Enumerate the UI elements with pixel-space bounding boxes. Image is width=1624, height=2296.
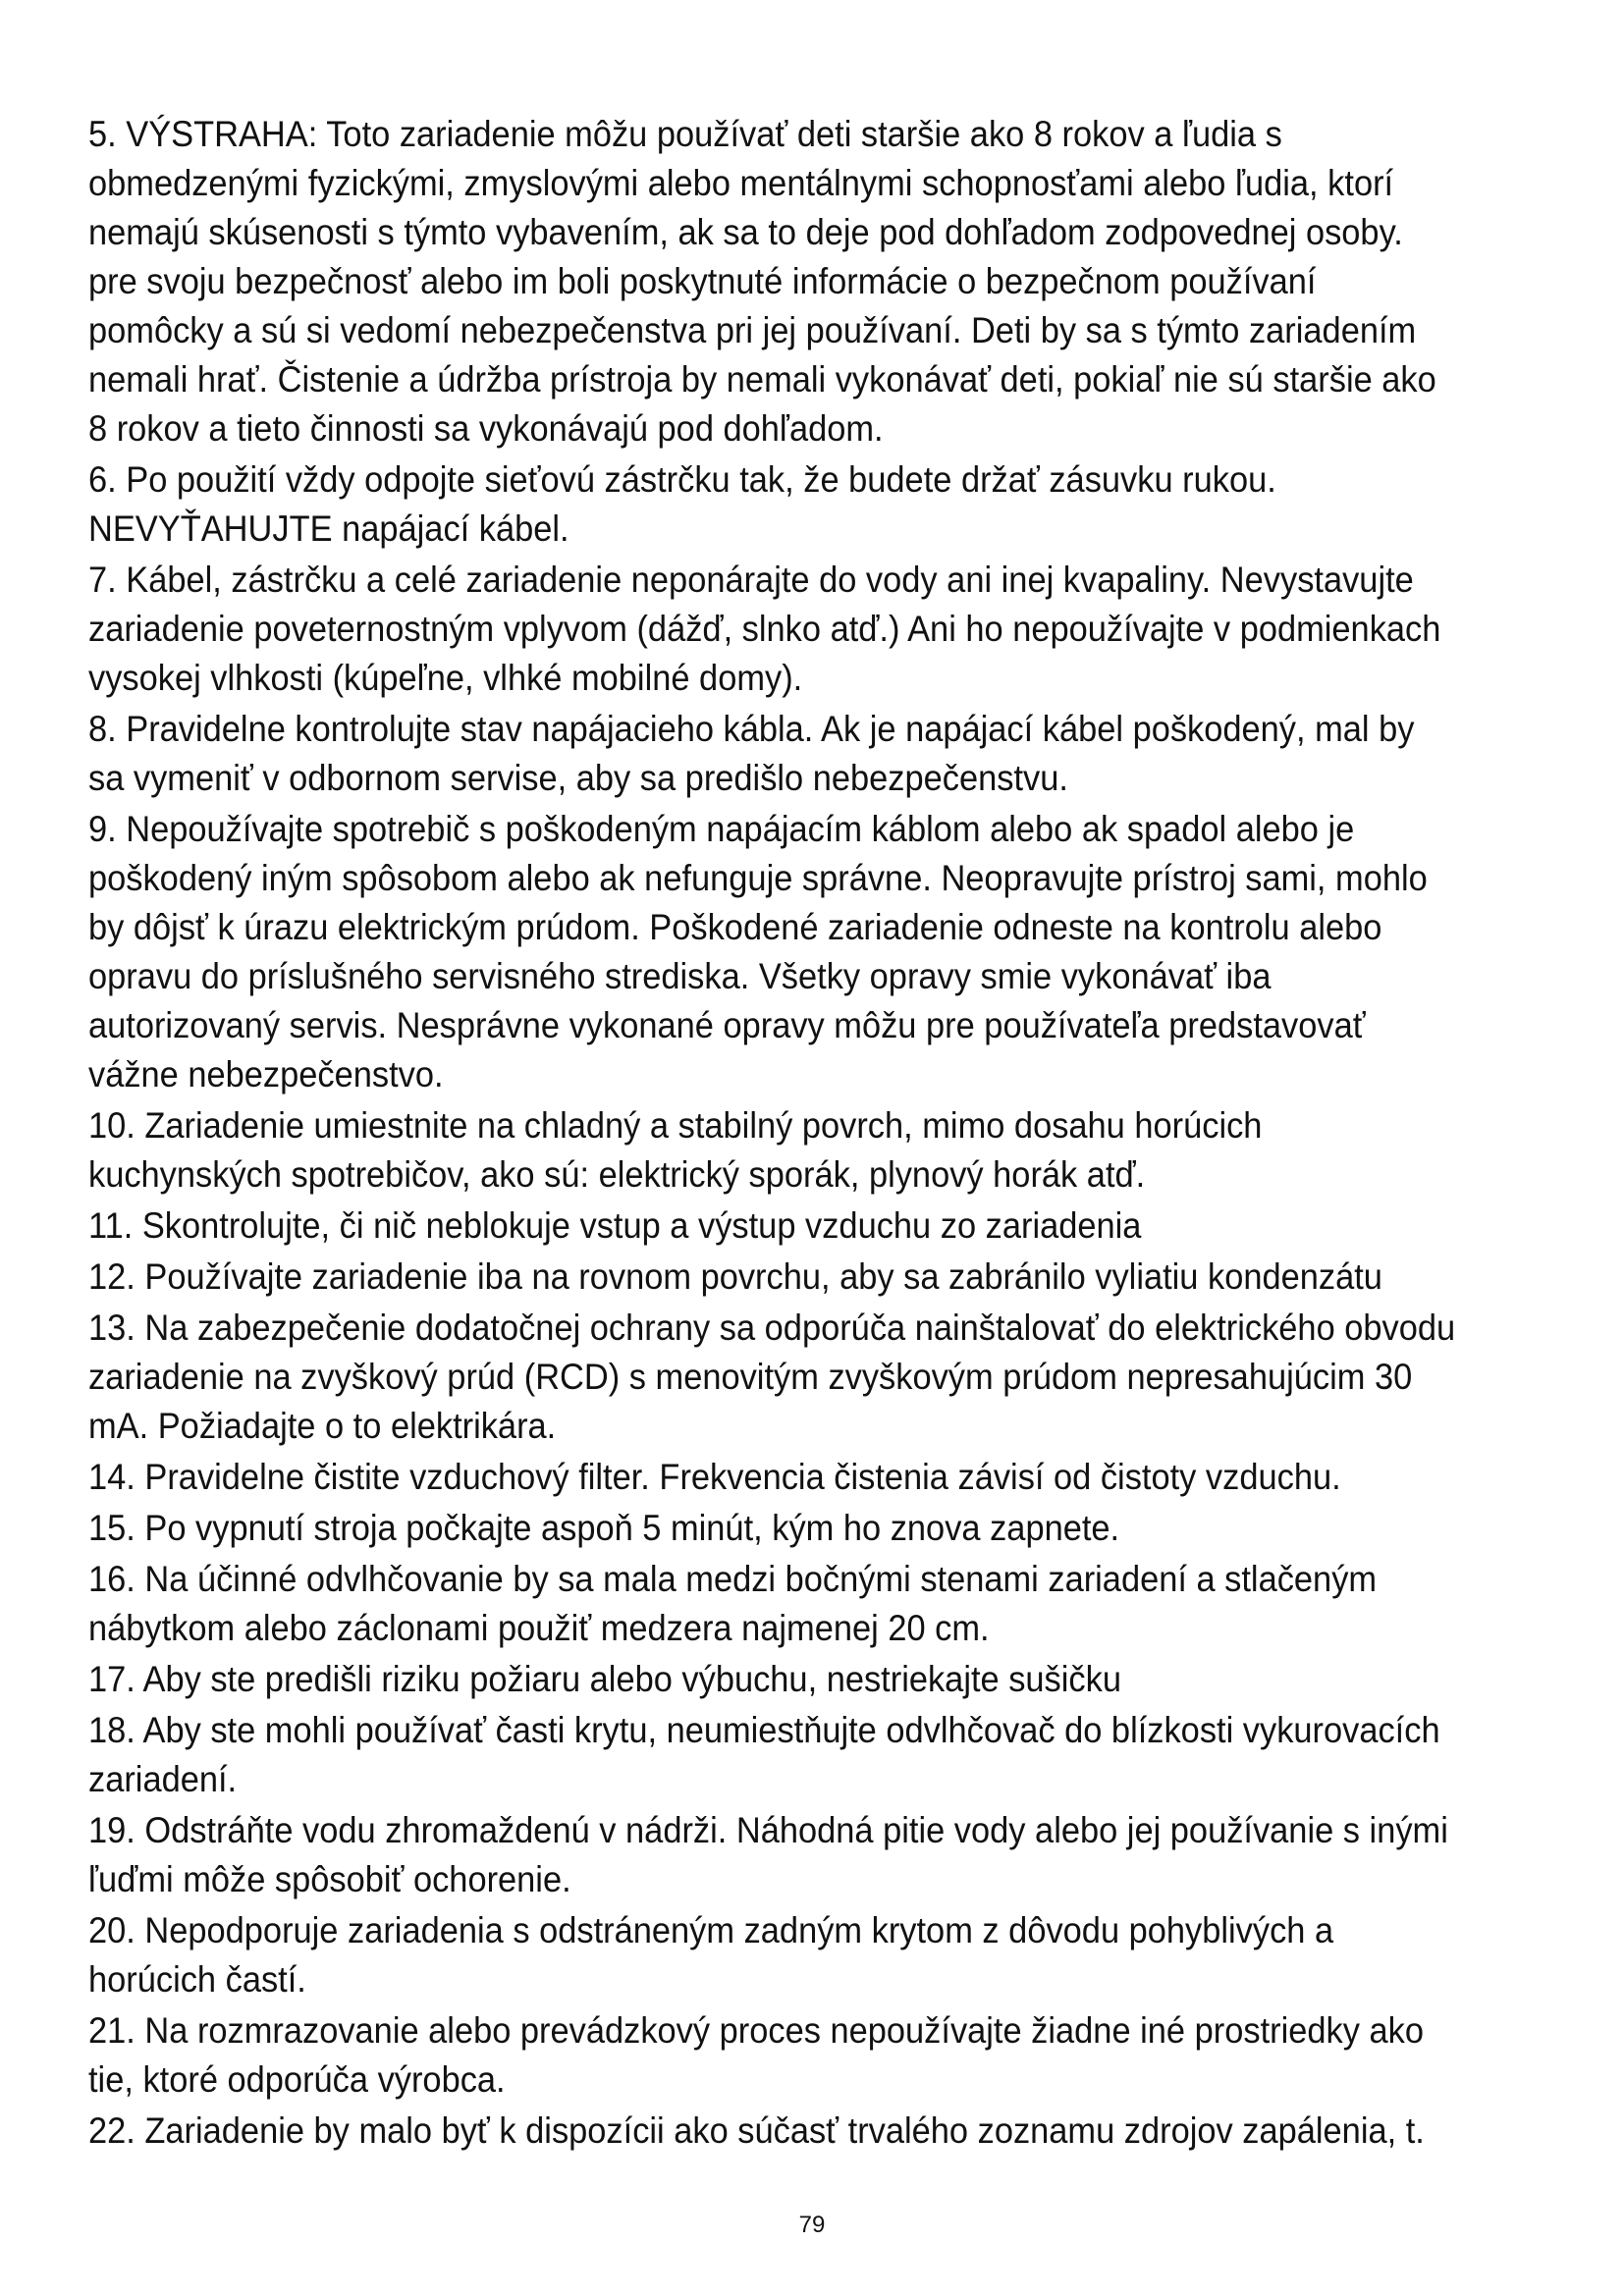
safety-item-18 — [88, 1706, 1549, 1804]
safety-item-6 — [88, 455, 1549, 554]
text-line: nábytkom alebo záclonami použiť medzera najmenej 20 cm. — [88, 1608, 990, 1648]
safety-item-8 — [88, 705, 1549, 803]
safety-item-15 — [88, 1504, 1549, 1553]
text-line: nemajú skúsenosti s týmto vybavením, ak sa to deje pod dohľadom zodpovednej osoby. — [88, 212, 1403, 252]
text-line: zariadenie na zvyškový prúd (RCD) s menovitým zvyškovým prúdom nepresahujúcim 30 — [88, 1357, 1413, 1397]
safety-item-19 — [88, 1806, 1549, 1904]
safety-item-12 — [88, 1253, 1549, 1302]
safety-item-9 — [88, 805, 1549, 1099]
safety-item-22 — [88, 2107, 1549, 2156]
text-line: sa vymeniť v odbornom servise, aby sa predišlo nebezpečenstvu. — [88, 758, 1068, 798]
text-line: zariadenie poveternostným vplyvom (dážď, slnko atď.) Ani ho nepoužívajte v podmienkach — [88, 609, 1441, 649]
text-line: 8. Pravidelne kontrolujte stav napájacieho kábla. Ak je napájací kábel poškodený, mal by — [88, 709, 1415, 749]
safety-item-7 — [88, 556, 1549, 703]
text-line: pomôcky a sú si vedomí nebezpečenstva pri jej používaní. Deti by sa s týmto zariadením — [88, 310, 1417, 350]
text-line: by dôjsť k úrazu elektrickým prúdom. Poškodené zariadenie odneste na kontrolu alebo — [88, 907, 1382, 947]
text-line: 8 rokov a tieto činnosti sa vykonávajú pod dohľadom. — [88, 408, 884, 449]
text-line: obmedzenými fyzickými, zmyslovými alebo mentálnymi schopnosťami alebo ľudia, ktorí — [88, 163, 1394, 203]
text-line: 12. Používajte zariadenie iba na rovnom povrchu, aby sa zabránilo vyliatiu kondenzátu — [88, 1256, 1382, 1297]
page-number: 79 — [798, 2212, 826, 2238]
text-line: 21. Na rozmrazovanie alebo prevádzkový proces nepoužívajte žiadne iné prostriedky ako — [88, 2010, 1424, 2051]
safety-item-17 — [88, 1655, 1549, 1704]
text-line: 10. Zariadenie umiestnite na chladný a stabilný povrch, mimo dosahu horúcich — [88, 1105, 1263, 1146]
text-line: 18. Aby ste mohli používať časti krytu, neumiestňujte odvlhčovač do blízkosti vykurovacích — [88, 1710, 1440, 1750]
text-line: autorizovaný servis. Nesprávne vykonané opravy môžu pre používateľa predstavovať — [88, 1005, 1366, 1045]
text-line: zariadení. — [88, 1759, 238, 1799]
text-line: 15. Po vypnutí stroja počkajte aspoň 5 minút, kým ho znova zapnete. — [88, 1508, 1120, 1548]
safety-item-16 — [88, 1555, 1549, 1653]
safety-item-13 — [88, 1304, 1549, 1451]
document-body — [88, 110, 1551, 2158]
text-line: 17. Aby ste predišli riziku požiaru alebo výbuchu, nestriekajte sušičku — [88, 1659, 1121, 1699]
text-line: 14. Pravidelne čistite vzduchový filter. Frekvencia čistenia závisí od čistoty vzduchu. — [88, 1457, 1341, 1497]
text-line: pre svoju bezpečnosť alebo im boli poskytnuté informácie o bezpečnom používaní — [88, 261, 1317, 301]
text-line: 13. Na zabezpečenie dodatočnej ochrany sa odporúča nainštalovať do elektrického obvodu — [88, 1308, 1456, 1348]
text-line: vysokej vlhkosti (kúpeľne, vlhké mobilné domy). — [88, 658, 803, 698]
safety-item-10 — [88, 1101, 1549, 1200]
text-line: tie, ktoré odporúča výrobca. — [88, 2059, 506, 2100]
text-line: kuchynských spotrebičov, ako sú: elektrický sporák, plynový horák atď. — [88, 1154, 1146, 1195]
text-line: opravu do príslušného servisného strediska. Všetky opravy smie vykonávať iba — [88, 956, 1272, 996]
safety-item-5 — [88, 110, 1549, 454]
text-line: horúcich častí. — [88, 1959, 306, 2000]
text-line: 20. Nepodporuje zariadenia s odstráneným zadným krytom z dôvodu pohyblivých a — [88, 1910, 1334, 1950]
safety-item-20 — [88, 1906, 1549, 2004]
text-line: 5. VÝSTRAHA: Toto zariadenie môžu používať deti staršie ako 8 rokov a ľudia s — [88, 114, 1282, 154]
safety-item-21 — [88, 2006, 1549, 2105]
safety-item-14 — [88, 1453, 1549, 1502]
text-line: vážne nebezpečenstvo. — [88, 1054, 444, 1095]
text-line: 22. Zariadenie by malo byť k dispozícii ako súčasť trvalého zoznamu zdrojov zapálenia, t. — [88, 2110, 1425, 2151]
text-line: nemali hrať. Čistenie a údržba prístroja by nemali vykonávať deti, pokiaľ nie sú staršie ako — [88, 359, 1436, 400]
safety-item-11 — [88, 1201, 1549, 1251]
text-line: 19. Odstráňte vodu zhromaždenú v nádrži. Náhodná pitie vody alebo jej používanie s inými — [88, 1810, 1448, 1850]
text-line: 6. Po použití vždy odpojte sieťovú zástrčku tak, že budete držať zásuvku rukou. — [88, 459, 1276, 500]
text-line: NEVYŤAHUJTE napájací kábel. — [88, 508, 569, 549]
text-line: poškodený iným spôsobom alebo ak nefunguje správne. Neopravujte prístroj sami, mohlo — [88, 858, 1428, 898]
text-line: 16. Na účinné odvlhčovanie by sa mala medzi bočnými stenami zariadení a stlačeným — [88, 1559, 1378, 1599]
text-line: 9. Nepoužívajte spotrebič s poškodeným napájacím káblom alebo ak spadol alebo je — [88, 809, 1355, 849]
text-line: ľuďmi môže spôsobiť ochorenie. — [88, 1859, 571, 1899]
text-line: mA. Požiadajte o to elektrikára. — [88, 1406, 557, 1446]
text-line: 7. Kábel, zástrčku a celé zariadenie neponárajte do vody ani inej kvapaliny. Nevystavujte — [88, 560, 1414, 600]
text-line: 11. Skontrolujte, či nič neblokuje vstup a výstup vzduchu zo zariadenia — [88, 1205, 1142, 1246]
